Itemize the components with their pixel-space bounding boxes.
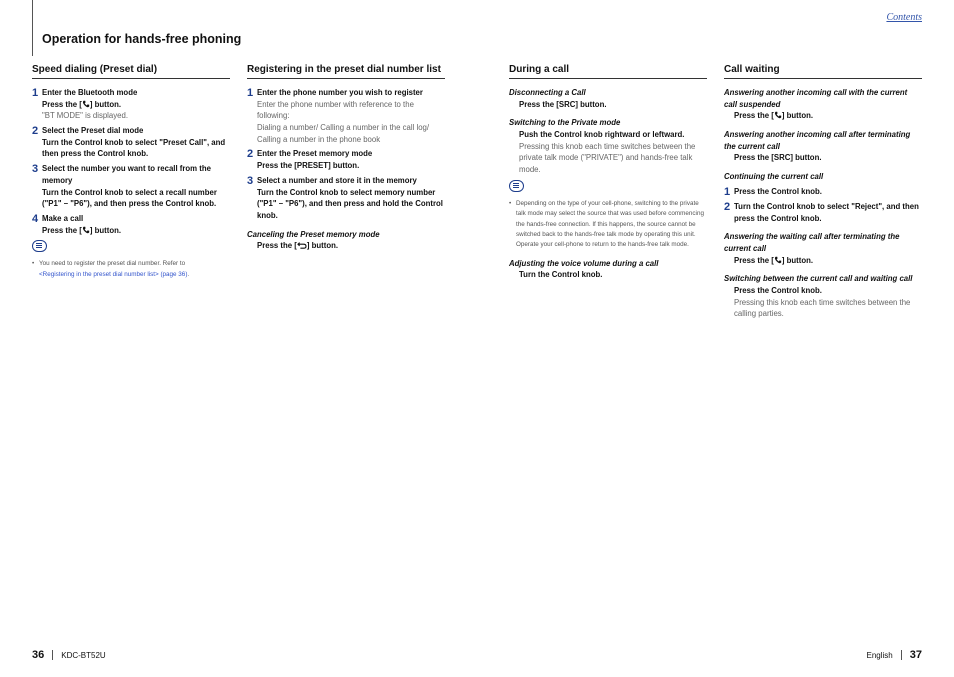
- note: [32, 239, 230, 280]
- column-speed-dialing: [32, 63, 230, 280]
- step-action: Press the [PRESET] button.: [257, 161, 360, 171]
- step-3: [32, 163, 230, 210]
- phone-icon: [82, 226, 90, 234]
- section-title: Call waiting: [724, 63, 922, 79]
- note: [509, 179, 707, 251]
- phone-icon: [774, 111, 782, 119]
- step-action: Turn the Control knob to select "Reject", and then press the Control knob.: [734, 201, 919, 223]
- step-action: Turn the Control knob to select a recall number ("P1" – "P6"), and then press the Control knob.: [42, 187, 217, 209]
- column-call-waiting: [724, 63, 922, 320]
- step-title: Enter the Preset memory mode: [257, 149, 373, 159]
- step-number: 2: [32, 125, 39, 138]
- text: ] button.: [781, 111, 814, 121]
- step-number: 2: [247, 148, 254, 161]
- language: English: [866, 650, 893, 660]
- note-icon: [509, 180, 524, 192]
- text: Press the [: [734, 255, 774, 265]
- column-during-call: [509, 63, 707, 281]
- step-1: [724, 186, 922, 198]
- step-action: Turn the Control knob to select "Preset Call", and then press the Control knob.: [42, 137, 226, 159]
- column-registering: [247, 63, 445, 252]
- step-desc: Dialing a number/ Calling a number in the call log/ Calling a number in the phone book: [257, 123, 430, 144]
- header-rule: [32, 0, 33, 56]
- step-number: 3: [32, 163, 39, 176]
- page-link[interactable]: <Registering in the preset dial number list> (page 36): [39, 270, 188, 278]
- subsection-title: Switching between the current call and waiting call: [724, 274, 913, 284]
- step-action: Turn the Control knob to select memory number ("P1" – "P6"), and then press and hold the Control knob.: [257, 187, 443, 220]
- text: Press the [: [257, 241, 297, 251]
- contents-link[interactable]: Contents: [886, 12, 922, 23]
- step-number: 1: [32, 87, 39, 99]
- step-4: [32, 213, 230, 236]
- bullet: •: [32, 260, 35, 268]
- step-number: 2: [724, 200, 731, 213]
- desc: Pressing this knob each time switches between the calling parties.: [734, 297, 911, 319]
- step-title: Select the number you want to recall from the memory: [42, 164, 211, 185]
- section-title: Speed dialing (Preset dial): [32, 63, 230, 79]
- step-2: [724, 201, 922, 224]
- step-3: [247, 175, 445, 222]
- section-title: Registering in the preset dial number list: [247, 63, 445, 79]
- subsection-title: Switching to the Private mode: [509, 118, 621, 128]
- text: Press the [: [734, 111, 774, 121]
- step-number: 3: [247, 174, 254, 187]
- step-number: 1: [724, 185, 731, 198]
- footer-right: [867, 649, 923, 661]
- subsection-title: Adjusting the voice volume during a call: [509, 258, 659, 268]
- page-number: 36: [32, 649, 45, 661]
- action: Push the Control knob rightward or leftward.: [519, 130, 685, 140]
- action: Turn the Control knob.: [519, 270, 603, 280]
- page-number: 37: [909, 649, 922, 661]
- step-2: [247, 148, 445, 171]
- step-2: [32, 125, 230, 160]
- divider: [52, 650, 53, 660]
- step-1: [32, 87, 230, 122]
- action: Press the [SRC] button.: [734, 153, 822, 163]
- step-1: [247, 87, 445, 145]
- back-icon: [297, 241, 307, 249]
- subsection-title: Answering another incoming call after terminating the current call: [724, 130, 911, 151]
- subsection-title: Answering the waiting call after terminating the current call: [724, 232, 900, 253]
- text: ] button.: [89, 99, 122, 109]
- step-title: Select a number and store it in the memory: [257, 175, 417, 185]
- text: ] button.: [781, 255, 814, 265]
- section-title: During a call: [509, 63, 707, 79]
- step-title: Enter the phone number you wish to register: [257, 88, 423, 97]
- divider: [901, 650, 902, 660]
- subsection-title: Canceling the Preset memory mode: [247, 229, 380, 239]
- model-name: KDC-BT52U: [61, 650, 106, 660]
- footer-left: [32, 649, 106, 661]
- phone-icon: [774, 256, 782, 264]
- step-desc: Enter the phone number with reference to the following:: [257, 99, 414, 121]
- phone-icon: [82, 100, 90, 108]
- text: ] button.: [306, 241, 339, 251]
- step-title: Enter the Bluetooth mode: [42, 88, 138, 97]
- text: Press the [: [42, 99, 82, 109]
- step-title: Select the Preset dial mode: [42, 126, 144, 136]
- step-title: Make a call: [42, 213, 84, 223]
- step-number: 1: [247, 87, 254, 99]
- bullet: •: [509, 199, 512, 207]
- text: ] button.: [89, 225, 122, 235]
- subsection-title: Continuing the current call: [724, 172, 824, 182]
- action: Press the [SRC] button.: [519, 99, 607, 109]
- note-icon: [32, 240, 47, 252]
- step-action: Press the Control knob.: [734, 186, 822, 196]
- note-text: Depending on the type of your cell-phone, switching to the private talk mode may select the source that was used before commencing the hands-free connection. If this happens, the source cannot be switched back to the hands-free talk mode by operating this unit. Operate your cell-phone to return to the hands-free talk mode.: [516, 199, 704, 249]
- subsection-title: Answering another incoming call with the current call suspended: [724, 88, 908, 109]
- note-text: You need to register the preset dial number. Refer to: [39, 260, 186, 268]
- step-desc: "BT MODE" is displayed.: [42, 111, 128, 121]
- step-number: 4: [32, 212, 39, 225]
- text: .: [187, 270, 190, 278]
- desc: Pressing this knob each time switches between the private talk mode ("PRIVATE") and hands-free talk mode.: [519, 141, 696, 175]
- text: Press the [: [42, 225, 82, 235]
- action: Press the Control knob.: [734, 286, 822, 296]
- subsection-title: Disconnecting a Call: [509, 88, 586, 97]
- page-title: Operation for hands-free phoning: [42, 32, 242, 46]
